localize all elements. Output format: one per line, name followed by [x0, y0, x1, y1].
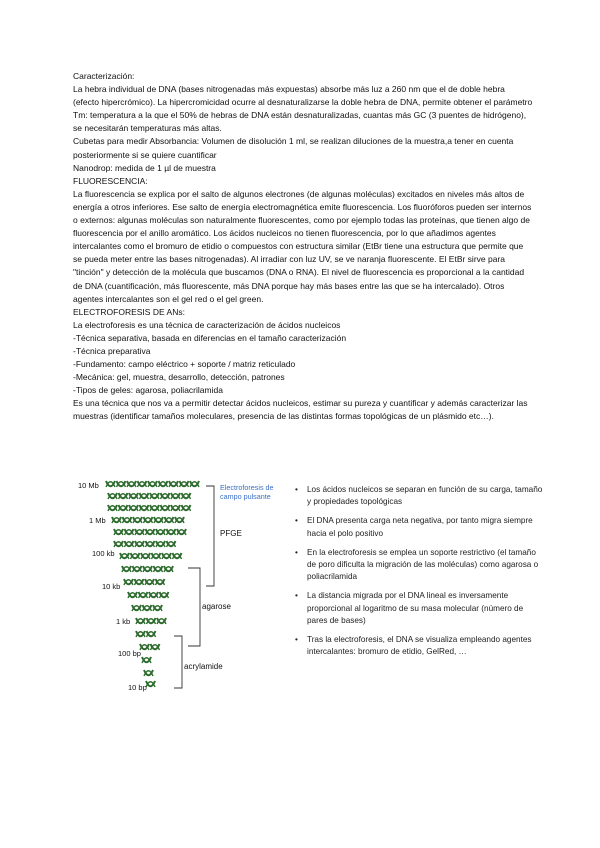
- range-brackets: [174, 486, 214, 688]
- list-item: -Fundamento: campo eléctrico + soporte / matriz reticulado: [73, 359, 296, 370]
- paragraph-electroforesis-def: La electroforesis es una técnica de caracterización de ácidos nucleicos: [73, 319, 341, 330]
- electrophoresis-figure: [78, 476, 543, 696]
- dna-size-ladder: [78, 476, 298, 696]
- acrylamide-bracket: [174, 636, 182, 688]
- size-label: 1 kb: [116, 617, 131, 626]
- bullet-item: • El DNA presenta carga neta negativa, por tanto migra siempre hacia el polo positivo: [295, 515, 545, 539]
- section-title-electroforesis: ELECTROFORESIS DE ANs:: [73, 306, 185, 317]
- list-item: -Técnica separativa, basada en diferencias en el tamaño caracterización: [73, 332, 347, 343]
- size-label: 100 bp: [118, 649, 141, 658]
- bullet-item: • Tras la electroforesis, el DNA se visualiza empleando agentes intercalantes: bromuro de etidio, GelRed, …: [295, 634, 545, 658]
- agarose-label: agarose: [202, 602, 231, 611]
- bullet-item: • La distancia migrada por el DNA lineal es inversamente proporcional al logaritmo de su masa molecular (número de pares de bases): [295, 590, 545, 627]
- acrylamide-label: acrylamide: [184, 662, 223, 671]
- pulsed-field-label: Electroforesis de campo pulsante: [220, 483, 274, 501]
- size-label: 10 kb: [102, 582, 121, 591]
- list-item: -Mecánica: gel, muestra, desarrollo, detección, patrones: [73, 372, 285, 383]
- size-label: 100 kb: [92, 549, 115, 558]
- size-label: 10 bp: [128, 683, 147, 692]
- paragraph-nanodrop: Nanodrop: medida de 1 µl de muestra: [73, 162, 216, 173]
- bullet-item: • Los ácidos nucleicos se separan en función de su carga, tamaño y propiedades topológicas: [295, 484, 545, 508]
- pfge-bracket: [206, 486, 214, 586]
- paragraph-aplicaciones: Es una técnica que nos va a permitir detectar ácidos nucleicos, estimar su pureza y cuantificar y además caracterizar las muestras (identificar tamaños moleculares, presencia de las distintas formas topológicas de un plásmido etc…).: [73, 398, 528, 422]
- paragraph-fluorescencia: La fluorescencia se explica por el salto de algunos electrones (de algunas moléculas) excitados en niveles más altos de energía a otros inferiores. Ese salto de energía electromagnética emite fluorescencia. Los fluoróforos pueden ser internos o externos: algunas moléculas son naturalmente fluorescentes, como por ejemplo todas las proteínas, que tienen algo de fluorescencia por el anillo aromático. Los ácidos nucleicos no tienen fluorescencia, por lo que añadimos agentes intercalantes como el bromuro de etidio o compuestos con estructura similar (EtBr tiene una estructura que permite que se pueda meter entre las bases nitrogenadas). Al irradiar con luz UV, se ve naranja fluorescente. El EtBr sirve para "tinción" y detección de la molécula que buscamos (DNA o RNA). El nivel de fluorescencia es proporcional a la cantidad de DNA (cuantificación, más fluorescente, más DNA porque hay más bases entre las que se ha intercalado). Otros agentes intercalantes son el gel red o el gel green.: [73, 188, 532, 304]
- section-title-fluorescencia: FLUORESCENCIA:: [73, 175, 148, 186]
- paragraph-hipercromicidad: La hebra individual de DNA (bases nitrogenadas más expuestas) absorbe más luz a 260 nm que el de doble hebra (efecto hipercrómico). La hipercromicidad ocurre al desnaturalizarse la doble hebra de DNA, permite obtener el parámetro Tm: temperatura a la que el 50% de hebras de DNA están desnaturalizadas, cuantas más GC (3 puentes de hidrógeno), se necesitarán temperaturas más altas.: [73, 84, 533, 134]
- paragraph-cubetas: Cubetas para medir Absorbancia: Volumen de disolución 1 ml, se realizan diluciones de la muestra,a tener en cuenta posteriormente si se quiere cuantificar: [73, 136, 514, 160]
- size-label: 10 Mb: [78, 481, 99, 490]
- agarose-bracket: [188, 568, 200, 646]
- bullet-item: • En la electroforesis se emplea un soporte restrictivo (el tamaño de poro dificulta la migración de las moléculas) como agarosa o poliacrilamida: [295, 547, 545, 584]
- size-label: 1 Mb: [89, 516, 106, 525]
- pfge-label: PFGE: [220, 529, 242, 538]
- document-body: [73, 70, 533, 424]
- size-labels: [78, 481, 147, 692]
- figure-bullets: [295, 484, 545, 665]
- list-item: -Técnica preparativa: [73, 345, 151, 356]
- list-item: -Tipos de geles: agarosa, poliacrilamida: [73, 385, 223, 396]
- section-title-caracterizacion: Caracterización:: [73, 71, 135, 81]
